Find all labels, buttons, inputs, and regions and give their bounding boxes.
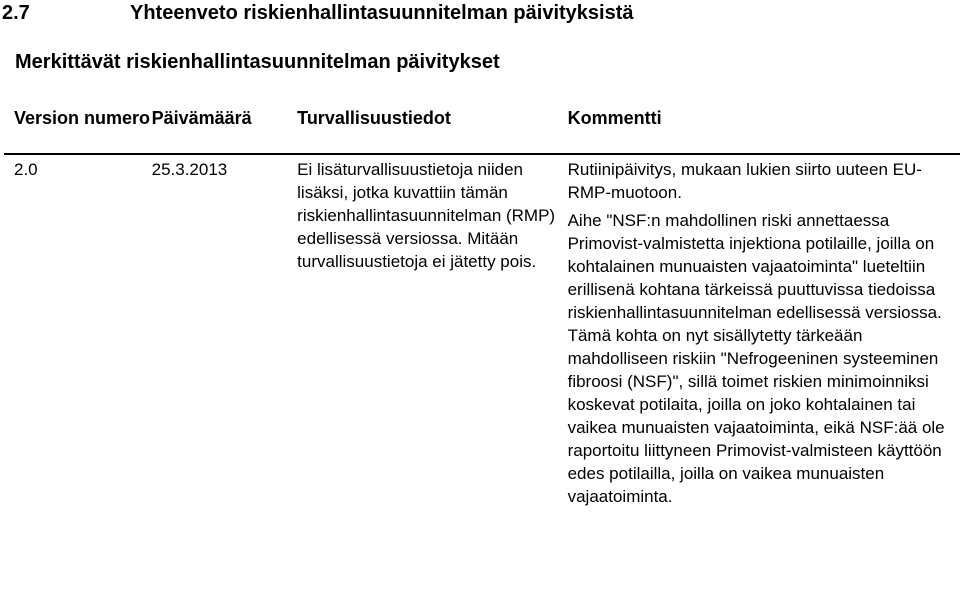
comment-paragraph-1: Rutiinipäivitys, mukaan lukien siirto uuteen EU-RMP-muotoon. bbox=[567, 160, 922, 202]
section-number: 2.7 bbox=[2, 2, 30, 24]
table-row bbox=[4, 154, 960, 508]
header-safety: Turvallisuustiedot bbox=[297, 99, 567, 154]
cell-safety: Ei lisäturvallisuustietoja niiden lisäksi, jotka kuvattiin tämän riskienhallintasuunnitelman (RMP) edellisessä versiossa. Mitään turvallisuustietoja ei jätetty pois. bbox=[297, 160, 556, 271]
cell-comment bbox=[568, 154, 960, 508]
header-version: Version numero bbox=[4, 99, 152, 154]
section-title: Yhteenveto riskienhallintasuunnitelman päivityksistä bbox=[130, 2, 634, 24]
subheading: Merkittävät riskienhallintasuunnitelman päivitykset bbox=[15, 51, 500, 73]
cell-version: 2.0 bbox=[14, 160, 38, 179]
header-comment: Kommentti bbox=[568, 99, 960, 154]
cell-date: 25.3.2013 bbox=[151, 160, 228, 179]
updates-table bbox=[4, 99, 960, 508]
table-header-row bbox=[4, 99, 960, 154]
comment-paragraph-2: Aihe "NSF:n mahdollinen riski annettaessa Primovist-valmistetta injektiona potilaille, joilla on kohtalainen munuaisten vajaatoiminta" lueteltiin erillisenä kohtana tärkeissä puuttuvissa tiedoissa riskienhallintasuunnitelman edellisessä versiossa. Tämä kohta on nyt sisällytetty tärkeään mahdolliseen riskiin "Nefrogeeninen systeeminen fibroosi (NSF)", sillä toimet riskien minimoinniksi koskevat potilaita, joilla on joko kohtalainen tai vaikea munuaisten vajaatoiminta, eikä NSF:ää ole raportoitu liittyneen Primovist-valmisteen käyttöön edes potilailla, joilla on vaikea munuaisten vajaatoiminta. bbox=[567, 211, 945, 506]
header-date: Päivämäärä bbox=[152, 99, 298, 154]
